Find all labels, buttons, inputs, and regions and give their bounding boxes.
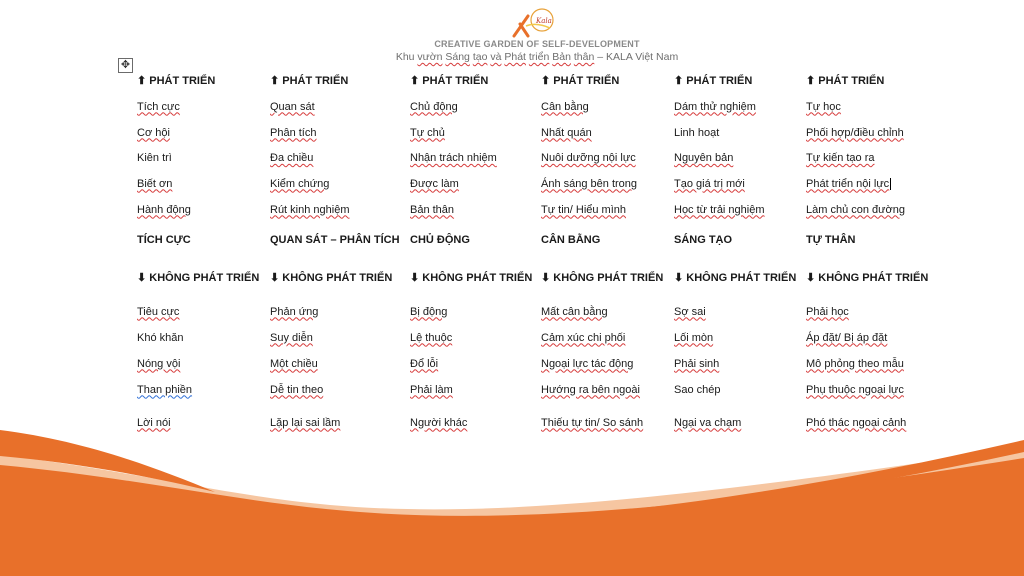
- table-cell[interactable]: [410, 377, 541, 403]
- cell-text: CÂN BẰNG: [541, 233, 601, 246]
- table-cell[interactable]: [806, 68, 957, 94]
- cell-text: Cân bằng: [541, 100, 589, 113]
- table-cell[interactable]: [410, 223, 541, 257]
- cell-text: ⬆ PHÁT TRIỂN: [410, 74, 489, 87]
- cell-text: Dám thử nghiệm: [674, 100, 756, 113]
- table-cell[interactable]: [137, 68, 270, 94]
- cell-text: Lối mòn: [674, 331, 714, 344]
- cell-text: Cảm xúc chi phối: [541, 331, 626, 344]
- table-cell[interactable]: [137, 299, 270, 325]
- cell-text: Tự học: [806, 100, 841, 113]
- cell-text: Lệ thuộc: [410, 331, 453, 344]
- cell-text: Phải học: [806, 305, 849, 318]
- cell-text: Học từ trải nghiệm: [674, 203, 765, 216]
- title-vi: Khu vườn Sáng tạo và Phát triển Bản thân – KALA Việt Nam: [395, 51, 679, 63]
- table-cell[interactable]: [270, 197, 410, 223]
- cell-text: Tiêu cực: [137, 305, 180, 318]
- table-cell[interactable]: [541, 146, 674, 171]
- table-row: [137, 403, 957, 443]
- table-cell[interactable]: [137, 403, 270, 443]
- table-cell[interactable]: [270, 68, 410, 94]
- cell-text: ⬆ PHÁT TRIỂN: [137, 74, 216, 87]
- table-cell[interactable]: [137, 325, 270, 351]
- cell-text: Cơ hội: [137, 126, 170, 139]
- cell-text: Phát triển nội lực: [806, 177, 890, 190]
- cell-text: Hướng ra bên ngoài: [541, 383, 640, 396]
- table-cell[interactable]: [270, 351, 410, 377]
- cell-text: QUAN SÁT – PHÂN TÍCH: [270, 233, 400, 246]
- cell-text: ⬇ KHÔNG PHÁT TRIỂN: [541, 271, 664, 284]
- cell-text: Phân tích: [270, 126, 317, 139]
- cell-text: Thiếu tự tin/ So sánh: [541, 416, 644, 429]
- table-cell[interactable]: [541, 223, 674, 257]
- cell-text: Quan sát: [270, 100, 315, 113]
- table-cell[interactable]: [541, 257, 674, 299]
- cell-text: Kiểm chứng: [270, 177, 330, 190]
- table-cell[interactable]: [541, 120, 674, 146]
- table-header-row: [137, 257, 957, 299]
- table-cell[interactable]: [410, 299, 541, 325]
- cell-text: ⬆ PHÁT TRIỂN: [806, 74, 885, 87]
- cell-text: SÁNG TẠO: [674, 233, 733, 246]
- table-cell[interactable]: [806, 171, 957, 197]
- table-cell[interactable]: [270, 325, 410, 351]
- cell-text: Khó khăn: [137, 331, 184, 344]
- cell-text: Phản ứng: [270, 305, 319, 318]
- table-cell[interactable]: [674, 171, 806, 197]
- table-row: [137, 146, 957, 171]
- table-cell[interactable]: [674, 299, 806, 325]
- cell-text: Dễ tin theo: [270, 383, 324, 396]
- cell-text: Tự kiến tạo ra: [806, 152, 875, 164]
- table-header-row: [137, 223, 957, 257]
- table-row: [137, 171, 957, 197]
- table-row: [137, 197, 957, 223]
- table-cell[interactable]: [137, 223, 270, 257]
- cell-text: Đa chiều: [270, 152, 314, 164]
- cell-text: Lời nói: [137, 416, 171, 429]
- text-cursor: [890, 178, 891, 190]
- cell-text: Phụ thuộc ngoại lực: [806, 383, 904, 396]
- table-cell[interactable]: [806, 257, 957, 299]
- table-row: [137, 325, 957, 351]
- table-cell[interactable]: [541, 403, 674, 443]
- table-cell[interactable]: [806, 377, 957, 403]
- table-cell[interactable]: [674, 68, 806, 94]
- table-row: [137, 377, 957, 403]
- kala-logo: [506, 6, 564, 40]
- table-cell[interactable]: [806, 146, 957, 171]
- cell-text: Mô phỏng theo mẫu: [806, 357, 904, 370]
- table-cell[interactable]: [137, 197, 270, 223]
- table-cell[interactable]: [270, 171, 410, 197]
- cell-text: Làm chủ con đường: [806, 203, 905, 216]
- table-cell[interactable]: [137, 94, 270, 120]
- table-cell[interactable]: [410, 94, 541, 120]
- cell-text: Rút kinh nghiệm: [270, 203, 350, 216]
- table-cell[interactable]: [674, 403, 806, 443]
- table-row: [137, 120, 957, 146]
- cell-text: Nóng vội: [137, 357, 181, 370]
- table-cell[interactable]: [806, 299, 957, 325]
- cell-text: Sợ sai: [674, 305, 706, 318]
- cell-text: Một chiều: [270, 357, 318, 370]
- table-cell[interactable]: [806, 223, 957, 257]
- cell-text: Ánh sáng bên trong: [541, 177, 638, 190]
- table-cell[interactable]: [806, 120, 957, 146]
- cell-text: Nuôi dưỡng nội lực: [541, 152, 636, 164]
- table-cell[interactable]: [270, 94, 410, 120]
- cell-text: ⬆ PHÁT TRIỂN: [541, 74, 620, 87]
- cell-text: ⬇ KHÔNG PHÁT TRIỂN: [410, 271, 533, 284]
- table-cell[interactable]: [674, 146, 806, 171]
- table-cell[interactable]: [270, 377, 410, 403]
- cell-text: Biết ơn: [137, 177, 173, 190]
- table-cell[interactable]: [674, 325, 806, 351]
- cell-text: Ngại va chạm: [674, 416, 742, 429]
- cell-text: ⬇ KHÔNG PHÁT TRIỂN: [137, 271, 260, 284]
- table-cell[interactable]: [270, 223, 410, 257]
- cell-text: ⬇ KHÔNG PHÁT TRIỂN: [674, 271, 797, 284]
- cell-text: Áp đặt/ Bị áp đặt: [806, 331, 888, 344]
- cell-text: Linh hoạt: [674, 126, 720, 139]
- cell-text: Kiên trì: [137, 152, 172, 164]
- table-move-handle[interactable]: ✥: [118, 58, 133, 73]
- table-cell[interactable]: [270, 257, 410, 299]
- cell-text: ⬆ PHÁT TRIỂN: [674, 74, 753, 87]
- cell-text: Nguyên bản: [674, 152, 734, 164]
- table-cell[interactable]: [410, 171, 541, 197]
- table-cell[interactable]: [674, 197, 806, 223]
- table-cell[interactable]: [410, 325, 541, 351]
- cell-text: ⬆ PHÁT TRIỂN: [270, 74, 349, 87]
- table-cell[interactable]: [270, 146, 410, 171]
- table-cell[interactable]: [541, 325, 674, 351]
- values-table: [137, 68, 957, 443]
- table-cell[interactable]: [410, 257, 541, 299]
- table-cell[interactable]: [137, 120, 270, 146]
- table-cell[interactable]: [270, 120, 410, 146]
- table-cell[interactable]: [410, 68, 541, 94]
- table-cell[interactable]: [410, 197, 541, 223]
- cell-text: TÍCH CỰC: [137, 233, 191, 246]
- table-cell[interactable]: [806, 403, 957, 443]
- cell-text: Ngoại lực tác động: [541, 357, 634, 370]
- cell-text: Tạo giá trị mới: [674, 177, 745, 190]
- table-cell[interactable]: [674, 94, 806, 120]
- cell-text: Bị động: [410, 305, 448, 318]
- cell-text: Được làm: [410, 177, 459, 190]
- table-cell[interactable]: [541, 377, 674, 403]
- cell-text: Tự tin/ Hiểu mình: [541, 203, 627, 216]
- cell-text: Người khác: [410, 416, 468, 429]
- table-cell[interactable]: [270, 299, 410, 325]
- cell-text: Phối hợp/điều chỉnh: [806, 126, 904, 139]
- table-cell[interactable]: [674, 120, 806, 146]
- cell-text: Phải sinh: [674, 357, 720, 370]
- cell-text: Đổ lỗi: [410, 357, 439, 370]
- table-cell[interactable]: [674, 377, 806, 403]
- cell-text: Bản thân: [410, 203, 455, 216]
- cell-text: Than phiền: [137, 383, 193, 396]
- table-cell[interactable]: [674, 223, 806, 257]
- table-cell[interactable]: [270, 403, 410, 443]
- table-cell[interactable]: [541, 94, 674, 120]
- table-row: [137, 351, 957, 377]
- cell-text: Phó thác ngoại cảnh: [806, 416, 907, 429]
- table-cell[interactable]: [137, 377, 270, 403]
- table-cell[interactable]: [674, 351, 806, 377]
- table-cell[interactable]: [806, 94, 957, 120]
- cell-text: Chủ động: [410, 100, 458, 113]
- cell-text: ⬇ KHÔNG PHÁT TRIỂN: [806, 271, 929, 284]
- logo-text: Kala: [536, 17, 552, 25]
- table-cell[interactable]: [410, 146, 541, 171]
- table-cell[interactable]: [137, 171, 270, 197]
- cell-text: TỰ THÂN: [806, 233, 856, 246]
- table-cell[interactable]: [541, 351, 674, 377]
- table-cell[interactable]: [541, 171, 674, 197]
- cell-text: Nhận trách nhiệm: [410, 152, 497, 164]
- cell-text: Hành động: [137, 203, 191, 216]
- table-cell[interactable]: [410, 403, 541, 443]
- table-cell[interactable]: [674, 257, 806, 299]
- title-en: CREATIVE GARDEN OF SELF-DEVELOPMENT: [434, 39, 640, 49]
- cell-text: Lặp lại sai lầm: [270, 416, 341, 429]
- cell-text: Sao chép: [674, 383, 721, 396]
- cell-text: Mất cân bằng: [541, 305, 608, 318]
- cell-text: Phải làm: [410, 383, 453, 396]
- cell-text: ⬇ KHÔNG PHÁT TRIỂN: [270, 271, 393, 284]
- table-cell[interactable]: [137, 351, 270, 377]
- table-cell[interactable]: [410, 120, 541, 146]
- table-cell[interactable]: [806, 351, 957, 377]
- table-row: [137, 299, 957, 325]
- table-cell[interactable]: [137, 146, 270, 171]
- table-row: [137, 94, 957, 120]
- table-cell[interactable]: [806, 197, 957, 223]
- table-cell[interactable]: [410, 351, 541, 377]
- table-cell[interactable]: [541, 299, 674, 325]
- cell-text: Suy diễn: [270, 331, 313, 344]
- table-cell[interactable]: [541, 197, 674, 223]
- cell-text: Nhất quán: [541, 126, 592, 139]
- table-header-row: [137, 68, 957, 94]
- table-cell[interactable]: [806, 325, 957, 351]
- table-cell[interactable]: [137, 257, 270, 299]
- cell-text: Tích cực: [137, 100, 180, 113]
- cell-text: Tự chủ: [410, 126, 445, 139]
- table-cell[interactable]: [541, 68, 674, 94]
- cell-text: CHỦ ĐỘNG: [410, 233, 470, 246]
